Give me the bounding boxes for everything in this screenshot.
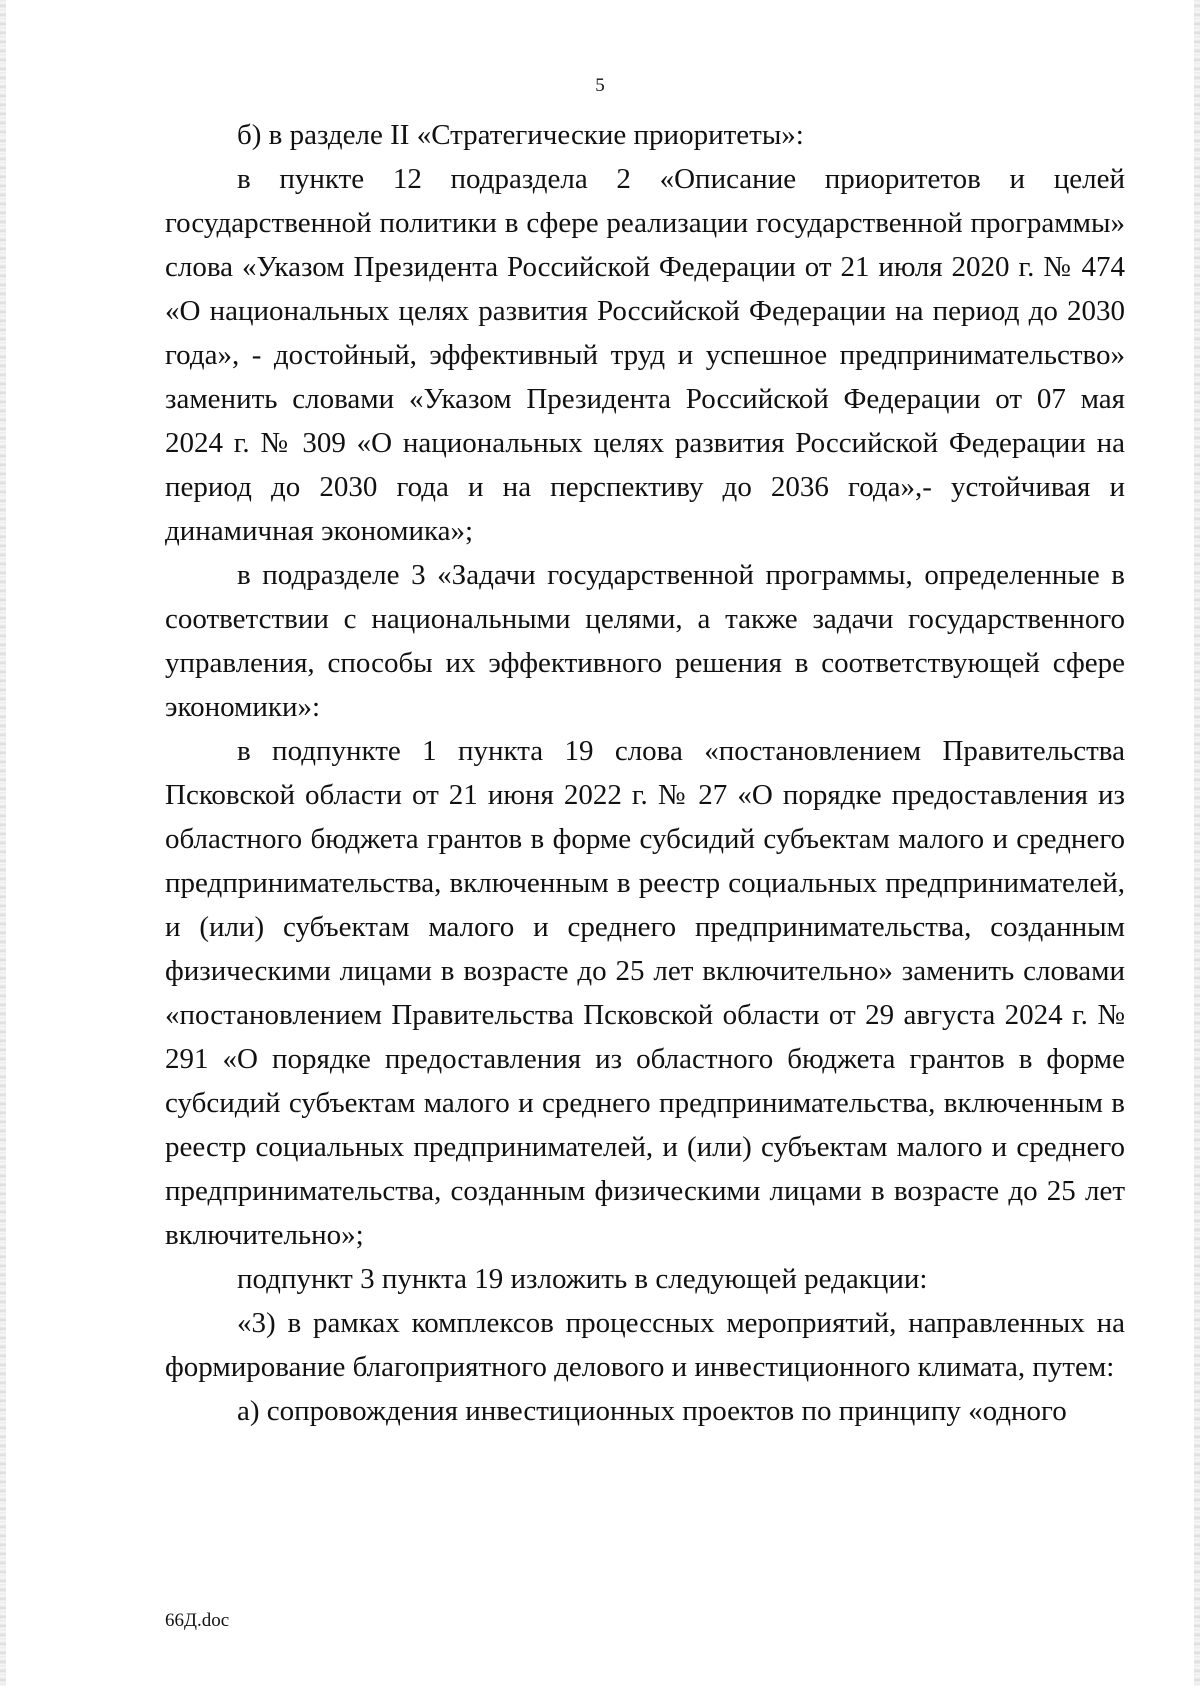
- paragraph-point-12-amendment: в пункте 12 подраздела 2 «Описание приоритетов и целей государственной политики в сфере реализации государственной программы» слова «Указом Президента Российской Федерации от 21 июля 2020 г. № 474 «О национальных целях развития Российской Федерации на период до 2030 года», - достойный, эффективный труд и успешное предпринимательство» заменить словами «Указом Президента Российской Федерации от 07 мая 2024 г. № 309 «О национальных целях развития Российской Федерации на период до 2030 года и на перспективу до 2036 года»,- устойчивая и динамичная экономика»;: [165, 163, 1125, 547]
- scan-edge-right: [1194, 0, 1200, 1686]
- paragraph-subsection-3-heading: в подразделе 3 «Задачи государственной программы, определенные в соответствии с национальными целями, а также задачи государственного управления, способы их эффективного решения в соответствующей сфере экономики»:: [165, 559, 1125, 723]
- paragraph-subpoint-1-amendment: в подпункте 1 пункта 19 слова «постановлением Правительства Псковской области от 21 июня 2022 г. № 27 «О порядке предоставления из областного бюджета грантов в форме субсидий субъектам малого и среднего предпринимательства, включенным в реестр социальных предпринимателей, и (или) субъектам малого и среднего предпринимательства, созданным физическими лицами в возрасте до 25 лет включительно» заменить словами «постановлением Правительства Псковской области от 29 августа 2024 г. № 291 «О порядке предоставления из областного бюджета грантов в форме субсидий субъектам малого и среднего предпринимательства, включенным в реестр социальных предпринимателей, и (или) субъектам малого и среднего предпринимательства, созданным физическими лицами в возрасте до 25 лет включительно»;: [165, 735, 1125, 1251]
- paragraph-subpoint-3-text: «3) в рамках комплексов процессных мероприятий, направленных на формирование благоприятного делового и инвестиционного климата, путем:: [165, 1307, 1125, 1383]
- document-filename: 66Д.doc: [165, 1610, 230, 1631]
- paragraph-section-2-heading: б) в разделе II «Стратегические приоритеты»:: [237, 119, 804, 151]
- paragraph-item-a: а) сопровождения инвестиционных проектов по принципу «одного: [237, 1395, 1067, 1427]
- paragraph-subpoint-3-intro: подпункт 3 пункта 19 изложить в следующей редакции:: [237, 1263, 928, 1295]
- document-body: [165, 113, 1125, 1433]
- page-number: 5: [595, 75, 605, 96]
- scan-edge-left: [0, 0, 6, 1686]
